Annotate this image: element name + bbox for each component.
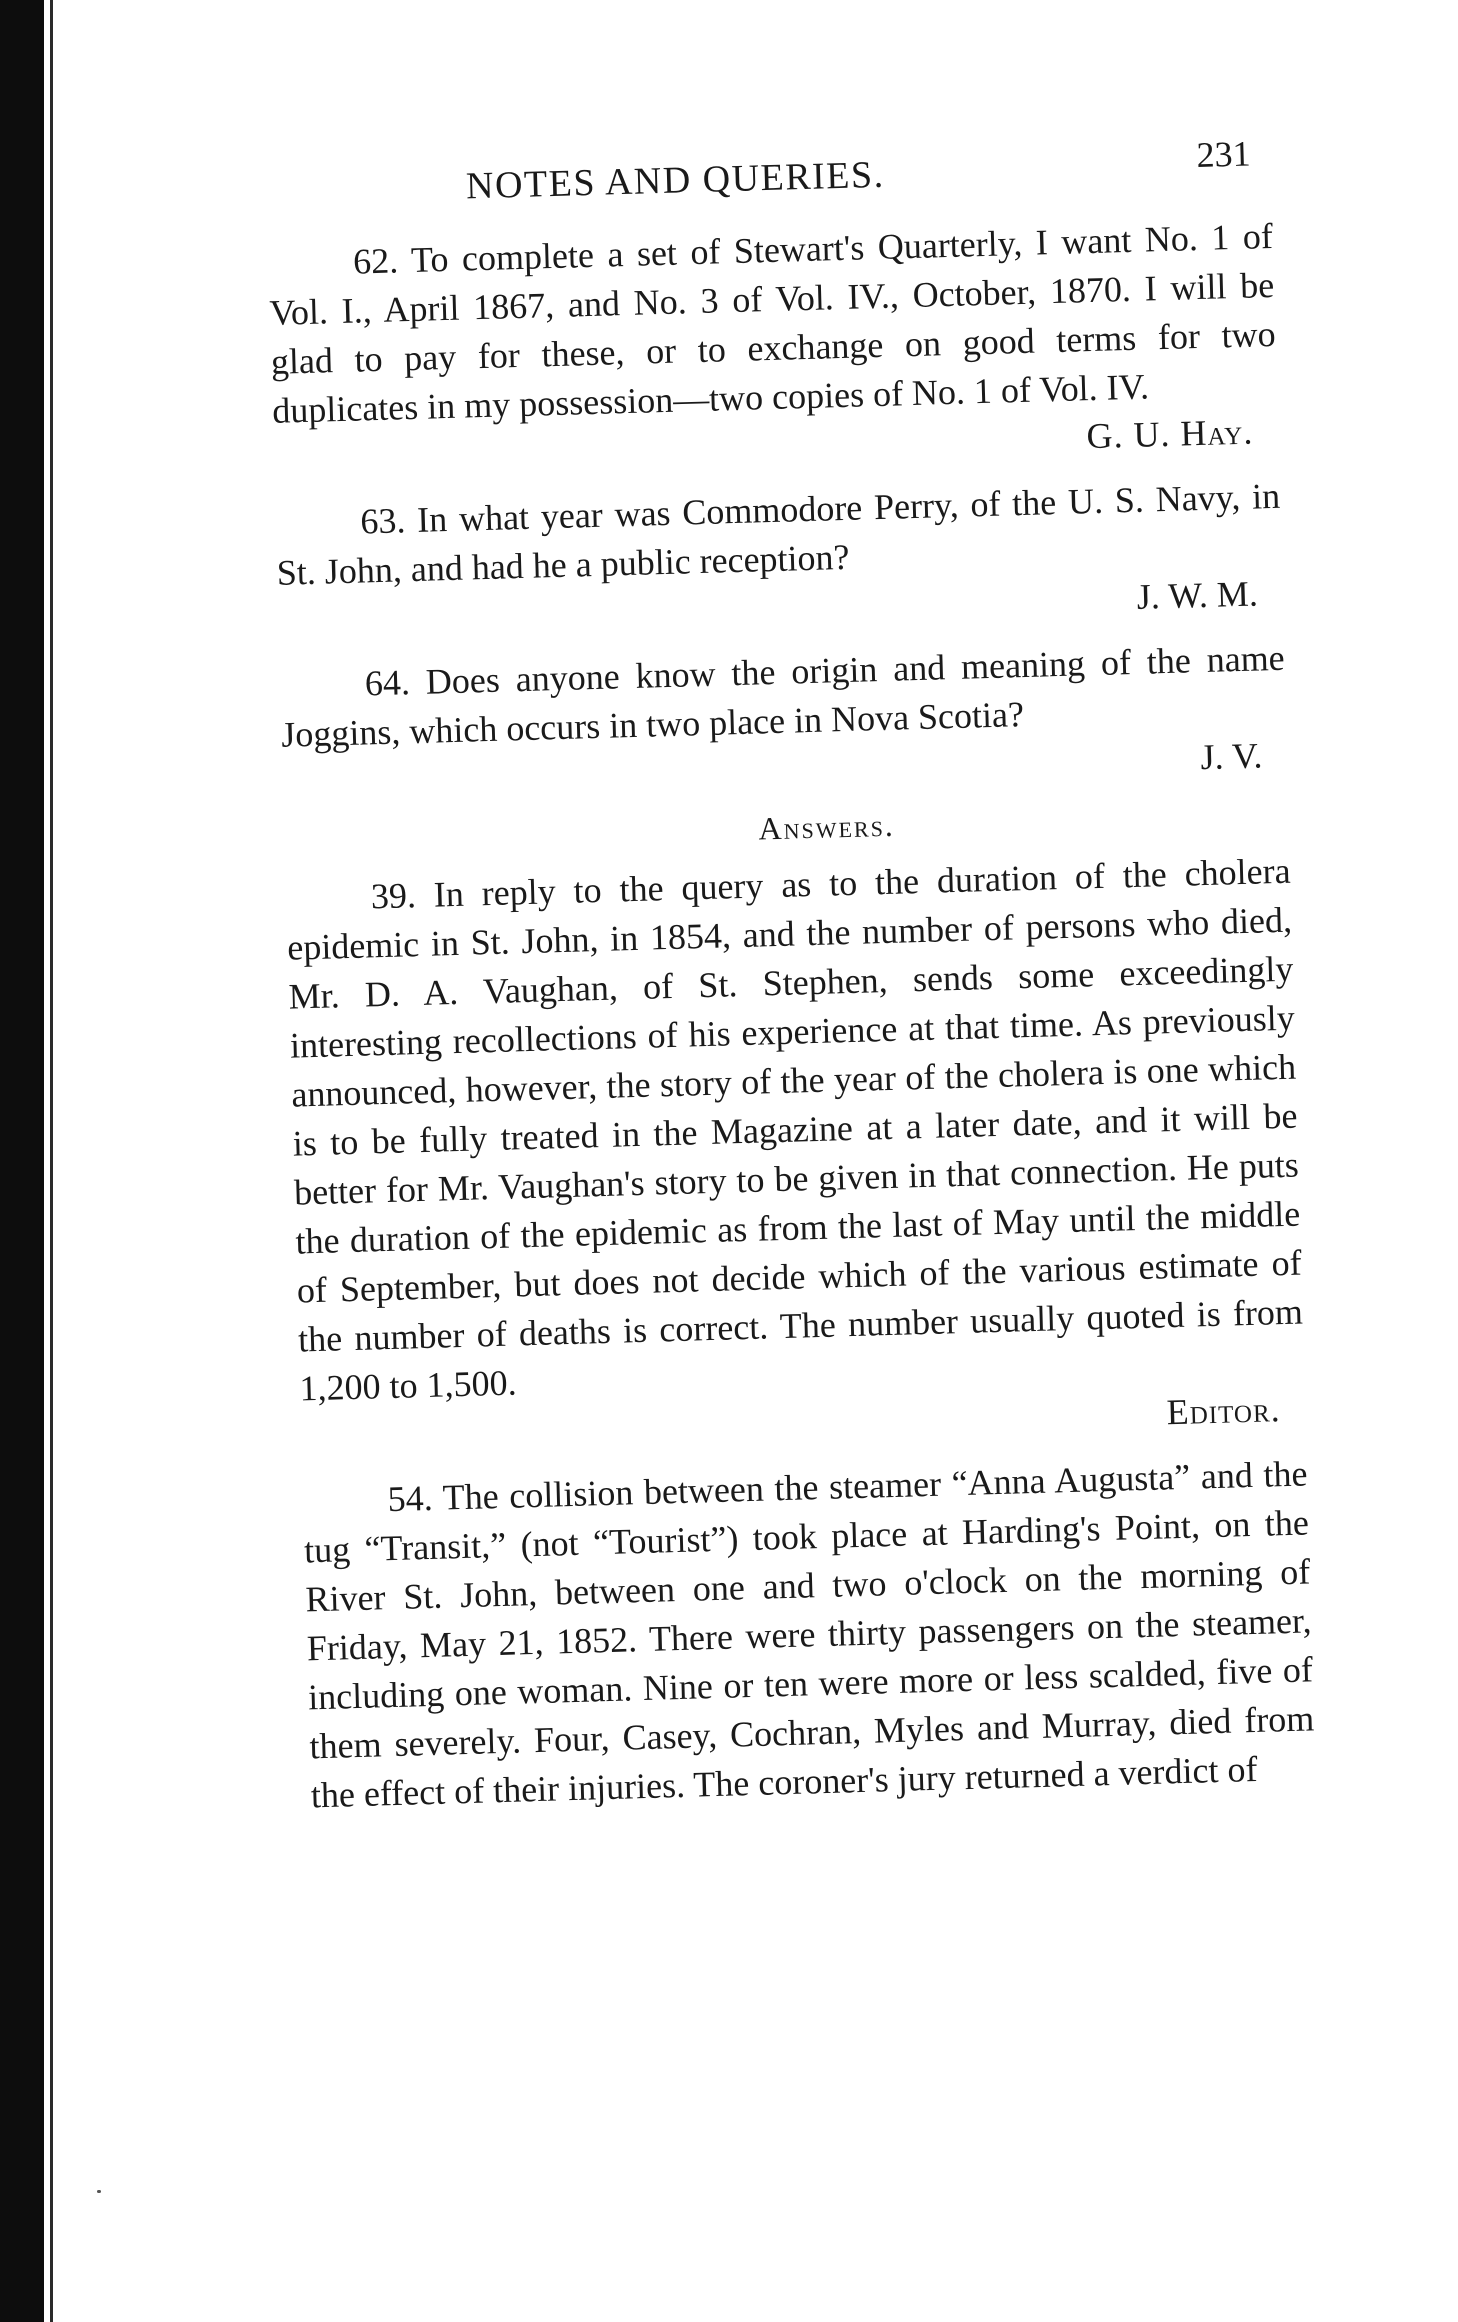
- book-page: [265, 122, 1317, 1838]
- page-number: 231: [1195, 133, 1252, 175]
- query-text: 62. To complete a set of Stewart's Quarterly, I want No. 1 of Vol. I., April 1867, and No. 3 of Vol. IV., October, 1870. I will be glad to pay for these, or to exchange on good terms for two duplicates in my possession—two copies of No. 1 of Vol. IV.: [268, 215, 1277, 431]
- binding-line: [50, 0, 53, 2322]
- answer-text: 54. The collision between the steamer “Anna Augusta” and the tug “Transit,” (not “Tourist”) took place at Harding's Point, on the River St. John, between one and two o'clock on the morning of Friday, May 21, 1852. There were thirty passengers on the steamer, including one woman. Nine or ten were more or less scalded, five of them severely. Four, Casey, Cochran, Myles and Murray, died from the effect of their injuries. The coroner's jury returned a verdict of: [303, 1453, 1315, 1816]
- answer-39: [285, 847, 1306, 1460]
- answer-signature: Editor.: [1166, 1389, 1282, 1433]
- query-signature: G. U. Hay.: [1085, 411, 1254, 457]
- query-text: 64. Does anyone know the origin and meaning of the name Joggins, which occurs in two place in Nova Scotia?: [280, 637, 1286, 755]
- query-signature: J. W. M.: [1136, 573, 1259, 617]
- answers-heading: Answers.: [757, 806, 896, 847]
- running-head: [265, 122, 1272, 220]
- answer-54: [302, 1449, 1316, 1820]
- query-text: 63. In what year was Commodore Perry, of the U. S. Navy, in St. John, and had he a public reception?: [276, 475, 1281, 593]
- query-62: [268, 212, 1279, 482]
- scan-speck: [97, 2190, 101, 2193]
- answer-text: 39. In reply to the query as to the duration of the cholera epidemic in St. John, in 1854, and the number of persons who died, Mr. D. A. Vaughan, of St. Stephen, sends some exceedingly interesting recollections of his experience at that time. As previously announced, however, the story of the year of the cholera is one which is to be fully treated in the Magazine at a later date, and it will be better for Mr. Vaughan's story to be given in that connection. He puts the duration of the epidemic as from the last of May until the middle of September, but does not decide which of the various estimate of the number of deaths is correct. The number usually quoted is from 1,200 to 1,500.: [286, 850, 1304, 1409]
- query-63: [275, 472, 1284, 644]
- query-64: [279, 634, 1288, 806]
- query-signature: J. V.: [1200, 735, 1263, 778]
- running-title: NOTES AND QUERIES.: [465, 153, 886, 208]
- binding-shadow: [0, 0, 44, 2322]
